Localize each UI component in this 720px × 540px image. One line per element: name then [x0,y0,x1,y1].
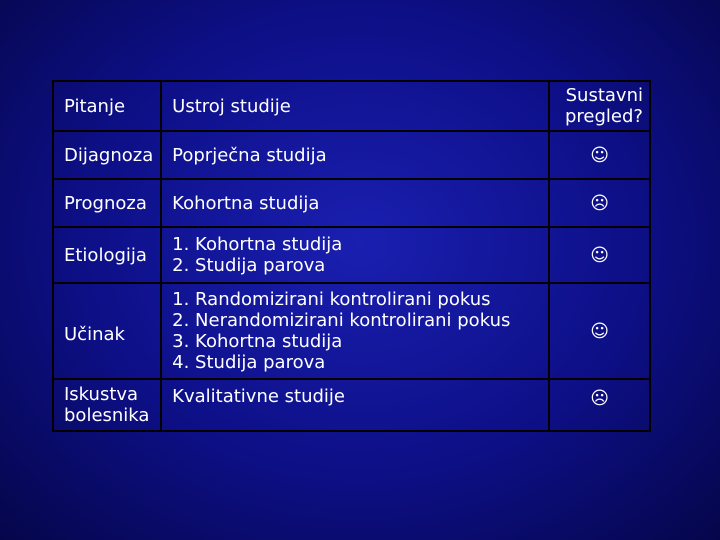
header-systematic-review: Sustavni pregled? [549,81,650,131]
header-study-design: Ustroj studije [161,81,549,131]
table-row [53,379,650,431]
design-item: 2. Nerandomizirani kontrolirani pokus [172,310,511,331]
table-row [53,227,650,283]
row-question: Prognoza [53,179,161,227]
row-question: Učinak [53,283,161,379]
frowning-face-icon: ☹ [549,179,650,227]
table-row [53,179,650,227]
smiley-face-icon: ☺ [549,283,650,379]
smiley-face-icon: ☺ [549,227,650,283]
row-question: Iskustva bolesnika [53,379,161,431]
table-row [53,131,650,179]
smiley-face-icon: ☺ [549,131,650,179]
row-question: Etiologija [53,227,161,283]
row-study-design [161,227,549,283]
design-item: Kvalitativne studije [172,386,345,407]
design-item: 2. Studija parova [172,255,326,276]
design-item: 4. Studija parova [172,352,326,373]
row-question: Dijagnoza [53,131,161,179]
row-study-design [161,379,549,431]
table-header-row [53,81,650,131]
row-study-design [161,131,549,179]
design-item: 1. Kohortna studija [172,234,343,255]
row-study-design [161,179,549,227]
header-question: Pitanje [53,81,161,131]
row-study-design [161,283,549,379]
design-item: 1. Randomizirani kontrolirani pokus [172,289,491,310]
design-item: 3. Kohortna studija [172,331,343,352]
table-row [53,283,650,379]
frowning-face-icon: ☹ [549,379,650,431]
design-item: Poprječna studija [172,144,327,166]
design-item: Kohortna studija [172,192,320,214]
study-design-table [52,80,651,432]
